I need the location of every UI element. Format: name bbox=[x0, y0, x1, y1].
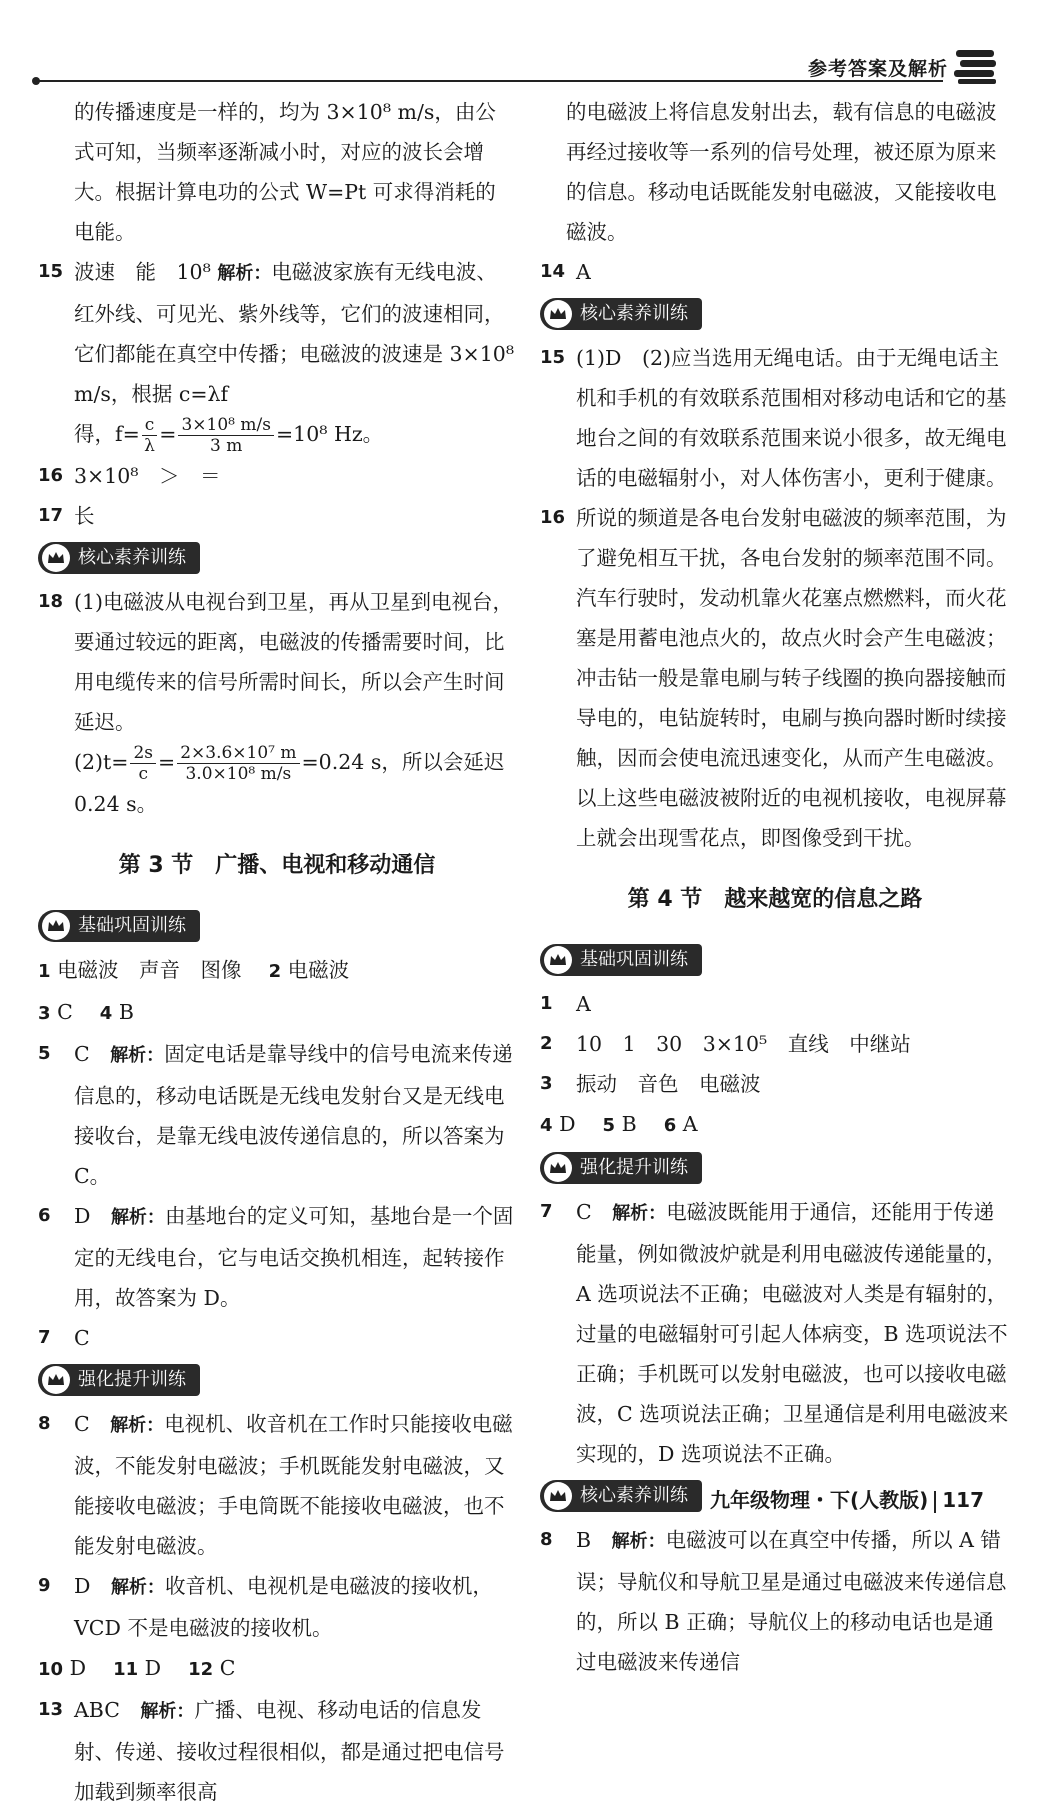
crown-icon bbox=[544, 300, 572, 328]
answer-row-10-12: 10 D 11 D 12 C bbox=[38, 1656, 236, 1680]
answer-b2: 2 10 1 30 3×10⁵ 直线 中继站 bbox=[540, 1032, 911, 1056]
section-title: 第 3 节 广播、电视和移动通信 bbox=[118, 853, 436, 878]
answer-17: 17 长 bbox=[38, 504, 95, 528]
answer-row-3-4: 3 C 4 B bbox=[38, 1000, 134, 1024]
answer-15-right: 15 (1)D (2)应当选用无绳电话。由于无绳电话主机和手机的有效联系范围相对移动电话和它的基地台之间的有效联系范围来说小很多，故无绳电话的电磁辐射小，对人体伤害小，更利于健康。 bbox=[540, 346, 1007, 490]
answer-b7: 7 C 解析：电磁波既能用于通信，还能用于传递能量，例如微波炉就是利用电磁波传递能量的，A 选项说法不正确；电磁波对人类是有辐射的，过量的电磁辐射可引起人体病变，B 选项说法不正确；手机既可以发射电磁波，也可以接收电磁波，C 选项说法正确；卫星通信是利用电磁波来实现的，D 选项说法不正确。 bbox=[540, 1200, 1009, 1466]
fraction: $\frac{2s}{c}$ bbox=[130, 743, 156, 784]
answer-6: 6 D 解析：由基地台的定义可知，基地台是一个固定的无线电台，它与电话交换机相连，起转接作用，故答案为 D。 bbox=[38, 1204, 514, 1310]
section-badge: 核心素养训练 bbox=[38, 542, 200, 574]
crown-icon bbox=[42, 912, 70, 940]
books-icon bbox=[952, 46, 1002, 86]
section-badge: 强化提升训练 bbox=[540, 1152, 702, 1184]
page-number: 117 bbox=[942, 1488, 984, 1512]
answer-7: 7 C bbox=[38, 1326, 90, 1350]
footer-grade: 九年级物理・下(人教版) bbox=[709, 1488, 929, 1512]
header-title: 参考答案及解析 bbox=[807, 58, 948, 80]
answer-row-b4-b6: 4 D 5 B 6 A bbox=[540, 1112, 698, 1136]
answer-15: 15 波速 能 10⁸ 解析：电磁波家族有无线电波、红外线、可见光、紫外线等，它们的波速相同，它们都能在真空中传播；电磁波的波速是 3×10⁸ m/s，根据 c=λf 得，f= $\frac{c}{\lambda}$ = $\frac{\text{3×10⁸ m/s}}{3 m}$ =10⁸ Hz。 bbox=[38, 260, 515, 456]
answer-16-right: 16 所说的频道是各电台发射电磁波的频率范围，为了避免相互干扰，各电台发射的频率范围不同。汽车行驶时，发动机靠火花塞点燃燃料，而火花塞是用蓄电池点火的，故点火时会产生电磁波；冲击钻一般是靠电刷与转子线圈的换向器接触而导电的，电钻旋转时，电刷与换向器时断时续接触，因而会使电流迅速变化，从而产生电磁波。以上这些电磁波被附近的电视机接收，电视屏幕上就会出现雪花点，即图像受到干扰。 bbox=[540, 506, 1007, 850]
answer-13: 13 ABC 解析：广播、电视、移动电话的信息发射、传递、接收过程很相似，都是通过把电信号加载到频率很高 bbox=[38, 1698, 505, 1804]
answer-b8: 8 B 解析：电磁波可以在真空中传播，所以 A 错误；导航仪和导航卫星是通过电磁波来传递信息的，所以 B 正确；导航仪上的移动电话也是通过电磁波来传递信 bbox=[540, 1528, 1007, 1674]
right-continuation: 的电磁波上将信息发射出去，载有信息的电磁波再经过接收等一系列的信号处理，被还原为原来的信息。移动电话既能发射电磁波，又能接收电磁波。 bbox=[566, 100, 997, 244]
crown-icon bbox=[42, 1366, 70, 1394]
right-column bbox=[540, 92, 1010, 1682]
crown-icon bbox=[544, 1482, 572, 1510]
answer-9: 9 D 解析：收音机、电视机是电磁波的接收机，VCD 不是电磁波的接收机。 bbox=[38, 1574, 493, 1640]
crown-icon bbox=[544, 1154, 572, 1182]
page-footer bbox=[710, 1484, 984, 1513]
footer-divider bbox=[934, 1491, 936, 1513]
page-header bbox=[0, 0, 1064, 92]
answer-14: 14 A bbox=[540, 260, 591, 284]
left-column bbox=[38, 92, 516, 1812]
answer-b1: 1 A bbox=[540, 992, 591, 1016]
section-title: 第 4 节 越来越宽的信息之路 bbox=[627, 887, 923, 912]
section-badge: 强化提升训练 bbox=[38, 1364, 200, 1396]
section-badge: 核心素养训练 bbox=[540, 298, 702, 330]
crown-icon bbox=[544, 946, 572, 974]
answer-row-1-2: 1 电磁波 声音 图像 2 电磁波 bbox=[38, 958, 350, 982]
fraction: $\frac{\text{2×3.6×10⁷ m}}{\text{3.0×10⁸ m/s}}$ bbox=[177, 743, 299, 784]
answer-5: 5 C 解析：固定电话是靠导线中的信号电流来传递信息的，移动电话既是无线电发射台又是无线电接收台，是靠无线电波传递信息的，所以答案为 C。 bbox=[38, 1042, 513, 1188]
section-badge: 基础巩固训练 bbox=[540, 944, 702, 976]
section-badge: 基础巩固训练 bbox=[38, 910, 200, 942]
answer-18: 18 (1)电磁波从电视台到卫星，再从卫星到电视台，要通过较远的距离，电磁波的传播需要时间，比用电缆传来的信号所需时间长，所以会产生时间延迟。 (2)t= $\frac{2s}{c}$ = $\frac{\text{2×3.6×10⁷ m}}{\text{3.0×10⁸ m/s}}$ =0.24 s，所以会延迟 0.24 s。 bbox=[38, 590, 514, 816]
answer-b3: 3 振动 音色 电磁波 bbox=[540, 1072, 761, 1096]
crown-icon bbox=[42, 544, 70, 572]
section-badge: 核心素养训练 bbox=[540, 1480, 702, 1512]
fraction: $\frac{\text{3×10⁸ m/s}}{3 m}$ bbox=[178, 415, 273, 456]
fraction: $\frac{c}{\lambda}$ bbox=[142, 415, 158, 456]
answer-16: 16 3×10⁸ ＞ ＝ bbox=[38, 464, 221, 488]
left-continuation: 的传播速度是一样的，均为 3×10⁸ m/s，由公式可知，当频率逐渐减小时，对应的波长会增大。根据计算电功的公式 W=Pt 可求得消耗的电能。 bbox=[74, 100, 496, 244]
answer-8: 8 C 解析：电视机、收音机在工作时只能接收电磁波，不能发射电磁波；手机既能发射电磁波，又能接收电磁波；手电筒既不能接收电磁波，也不能发射电磁波。 bbox=[38, 1412, 513, 1558]
